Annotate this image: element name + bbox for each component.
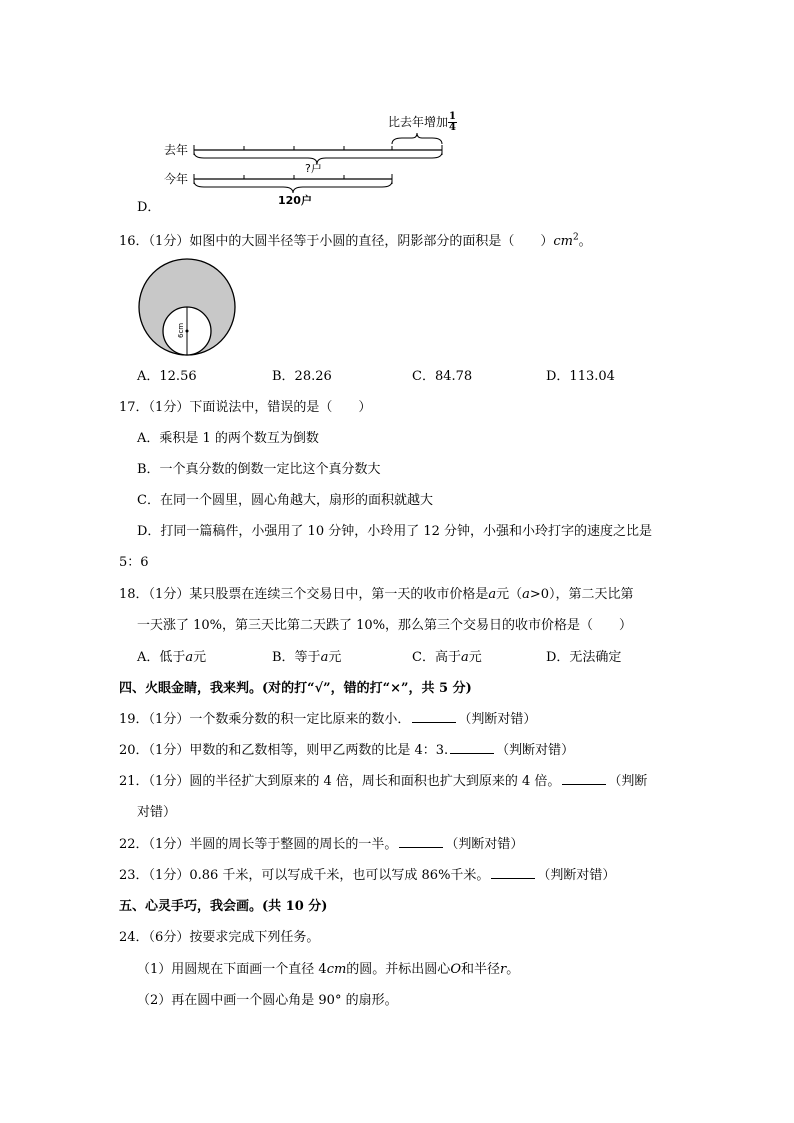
q16-unit: cm — [553, 234, 573, 249]
q24-sub1-unit: cm — [326, 962, 347, 977]
q18-var: a — [460, 650, 469, 665]
q18-option-c-pre: C．高于 — [412, 650, 461, 665]
q18-stem-line2: 一天涨了 10%，第三天比第二天跌了 10%，那么第三个交易日的收市价格是（ ） — [137, 618, 633, 633]
increase-brace — [392, 133, 442, 144]
q21-text: 21．（1分）圆的半径扩大到原来的 4 倍，周长和面积也扩大到原来的 4 倍。 — [119, 774, 561, 789]
q23-suffix: （判断对错） — [537, 868, 616, 883]
q18-option-d[interactable] — [546, 646, 621, 665]
q24-sub1-b: 的圆。并标出圆心 — [346, 962, 451, 977]
q22-text: 22．（1分）半圆的周长等于整圆的周长的一半。 — [119, 837, 398, 852]
q16-unit-sup: 2 — [572, 232, 579, 243]
q17-option-b[interactable]: B．一个真分数的倒数一定比这个真分数大 — [137, 462, 381, 477]
q17-option-a[interactable]: A．乘积是 1 的两个数互为倒数 — [137, 431, 319, 446]
q18-stem-a: 18．（1分）某只股票在连续三个交易日中，第一天的收市价格是 — [119, 587, 489, 602]
q18-option-a-pre: A．低于 — [137, 650, 186, 665]
q18-stem-b: 元（ — [496, 587, 523, 602]
q20 — [119, 739, 574, 758]
q18-option-a-post: 元 — [193, 650, 207, 665]
q21-tail: （判断 — [608, 774, 648, 789]
q18-option-d-pre: D．无法确定 — [546, 650, 622, 665]
q16-tail: 。 — [578, 234, 592, 249]
q24-sub1-a: （1）用圆规在下面画一个直径 4 — [137, 962, 327, 977]
q21-cont: 对错） — [137, 805, 177, 820]
q18-option-c-post: 元 — [468, 650, 482, 665]
circles-figure — [136, 256, 240, 360]
fraction-numerator: 1 — [449, 111, 456, 122]
q20-answer-blank[interactable] — [450, 741, 494, 754]
q24-sub1-r: r — [500, 962, 507, 977]
q21-answer-blank[interactable] — [562, 772, 606, 785]
last-year-label: 去年 — [164, 143, 189, 157]
section-4-heading: 四、火眼金睛，我来判。(对的打“√”，错的打“×”，共 5 分) — [119, 681, 472, 696]
count-label: 120户 — [278, 194, 312, 207]
q23 — [119, 864, 615, 883]
q24-sub1-c: 和半径 — [460, 962, 500, 977]
section-5-heading: 五、心灵手巧，我会画。(共 10 分) — [119, 899, 328, 914]
q18-option-c[interactable] — [412, 646, 482, 665]
q16-option-c[interactable]: C．84.78 — [412, 369, 473, 384]
increase-fraction — [448, 112, 457, 133]
q16-option-b[interactable]: B．28.26 — [272, 369, 332, 384]
q16-option-d[interactable]: D．113.04 — [546, 369, 615, 384]
q23-answer-blank[interactable] — [491, 866, 535, 879]
increase-text: 比去年增加 — [388, 115, 449, 129]
q22 — [119, 833, 523, 852]
q22-answer-blank[interactable] — [399, 835, 443, 848]
q19-text: 19．（1分）一个数乘分数的积一定比原来的数小． — [119, 712, 411, 727]
q18-option-b-pre: B．等于 — [272, 650, 321, 665]
q16-stem — [119, 230, 592, 249]
q18-var: a — [522, 587, 530, 602]
fraction-denominator: 4 — [449, 122, 456, 133]
q17-option-d[interactable]: D．打同一篇稿件，小强用了 10 分钟，小玲用了 12 分钟，小强和小玲打字的速度之比是 — [137, 524, 653, 539]
q18-var: a — [320, 650, 329, 665]
q18-option-a[interactable] — [137, 646, 206, 665]
q16-stem-text: 16．（1分）如图中的大圆半径等于小圆的直径，阴影部分的面积是（ ） — [119, 234, 554, 249]
q20-text: 20．（1分）甲数的和乙数相等，则甲乙两数的比是 4：3. — [119, 743, 449, 758]
q24-sub2: （2）再在圆中画一个圆心角是 90° 的扇形。 — [137, 993, 398, 1008]
q17-option-d-cont: 5：6 — [119, 555, 149, 570]
increase-label — [388, 112, 457, 133]
q24-sub1 — [137, 958, 519, 977]
q19-answer-blank[interactable] — [412, 710, 456, 723]
unknown-label: ?户 — [305, 162, 322, 175]
q20-suffix: （判断对错） — [496, 743, 575, 758]
q16-option-a[interactable]: A．12.56 — [137, 369, 197, 384]
q24-sub1-d: 。 — [506, 962, 520, 977]
q18-option-b[interactable] — [272, 646, 341, 665]
q23-text: 23．（1分）0.86 千米，可以写成千米，也可以写成 86%千米。 — [119, 868, 490, 883]
q22-suffix: （判断对错） — [445, 837, 524, 852]
q17-stem: 17．（1分）下面说法中，错误的是（ ） — [119, 400, 372, 415]
q18-stem-c: >0），第二天比第 — [529, 587, 634, 602]
q17-option-c[interactable]: C．在同一个圆里，圆心角越大，扇形的面积就越大 — [137, 493, 433, 508]
option-d-letter: D． — [137, 200, 161, 215]
radius-label: 6cm — [177, 322, 185, 338]
q18-var: a — [488, 587, 497, 602]
small-center-dot — [186, 330, 189, 333]
this-year-label: 今年 — [164, 172, 189, 186]
q19-suffix: （判断对错） — [458, 712, 537, 727]
q18-var: a — [185, 650, 194, 665]
q18-option-b-post: 元 — [328, 650, 342, 665]
q24-stem: 24．（6分）按要求完成下列任务。 — [119, 930, 320, 945]
q21 — [119, 770, 647, 789]
q18-stem — [119, 583, 634, 602]
q24-sub1-o: O — [450, 962, 461, 977]
q19 — [119, 708, 536, 727]
